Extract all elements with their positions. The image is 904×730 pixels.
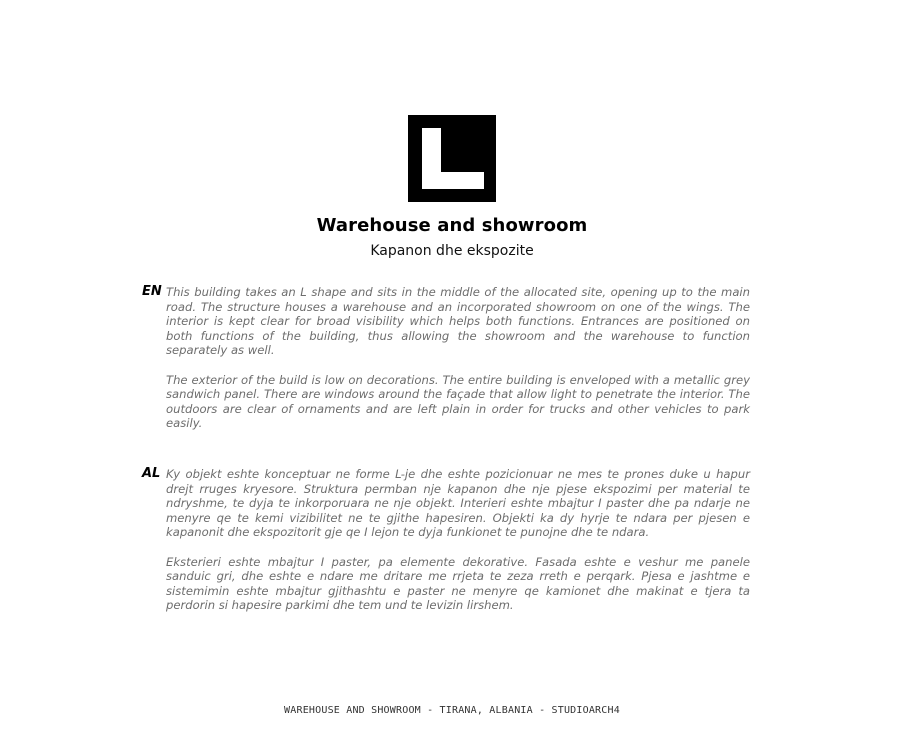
page-subtitle: Kapanon dhe ekspozite	[370, 243, 534, 259]
paragraph-al-2: Eksterieri eshte mbajtur I paster, pa elemente dekorative. Fasada eshte e veshur me panele sanduic gri, dhe eshte e ndare me dritare me rrjeta te zeza rreth e perqark. Pjesa e jashtme e sistemimin eshte mbajtur gjithashtu e paster ne menyre qe kamionet dhe makinat e tjera ta perdorin si hapesire parkimi dhe tem und te levizin lirshem.	[166, 554, 750, 613]
text-block-al	[166, 467, 750, 613]
page-title: Warehouse and showroom	[316, 215, 588, 236]
paragraph-al-1: Ky objekt eshte konceptuar ne forme L-je dhe eshte pozicionuar ne mes te prones duke u hapur drejt rruges kryesore. Struktura permban nje kapanon dhe nje pjese ekspozimi per material te ndryshme, te dyja te inkorporuara ne nje objekt. Interieri eshte mbajtur I paster dhe pa ndarje ne menyre qe te kemi vizibilitet ne te gjithe hapesiren. Objekti ka dy hyrje te ndara per pjesen e kapanonit dhe ekspozitorit gje qe I lejon te dyja funkionet te punojne dhe te ndara.	[166, 467, 750, 540]
paragraph-en-1: This building takes an L shape and sits in the middle of the allocated site, opening up to the main road. The structure houses a warehouse and an incorporated showroom on one of the wings. The interior is kept clear for broad visibility which helps both functions. Entrances are positioned on both functions of the building, thus allowing the showroom and the warehouse to function separately as well.	[166, 285, 750, 358]
lang-tag-al: AL	[142, 466, 161, 481]
text-block-en	[166, 285, 750, 431]
logo-notch	[441, 128, 484, 172]
paragraph-en-2: The exterior of the build is low on decorations. The entire building is enveloped with a metallic grey sandwich panel. There are windows around the façade that allow light to penetrate the interior. The outdoors are clear of ornaments and are left plain in order for trucks and other vehicles to park easily.	[166, 372, 750, 431]
lang-tag-en: EN	[142, 284, 162, 299]
page-footer: WAREHOUSE AND SHOWROOM - TIRANA, ALBANIA - STUDIOARCH4	[284, 705, 620, 716]
l-shape-logo-icon	[408, 115, 496, 202]
